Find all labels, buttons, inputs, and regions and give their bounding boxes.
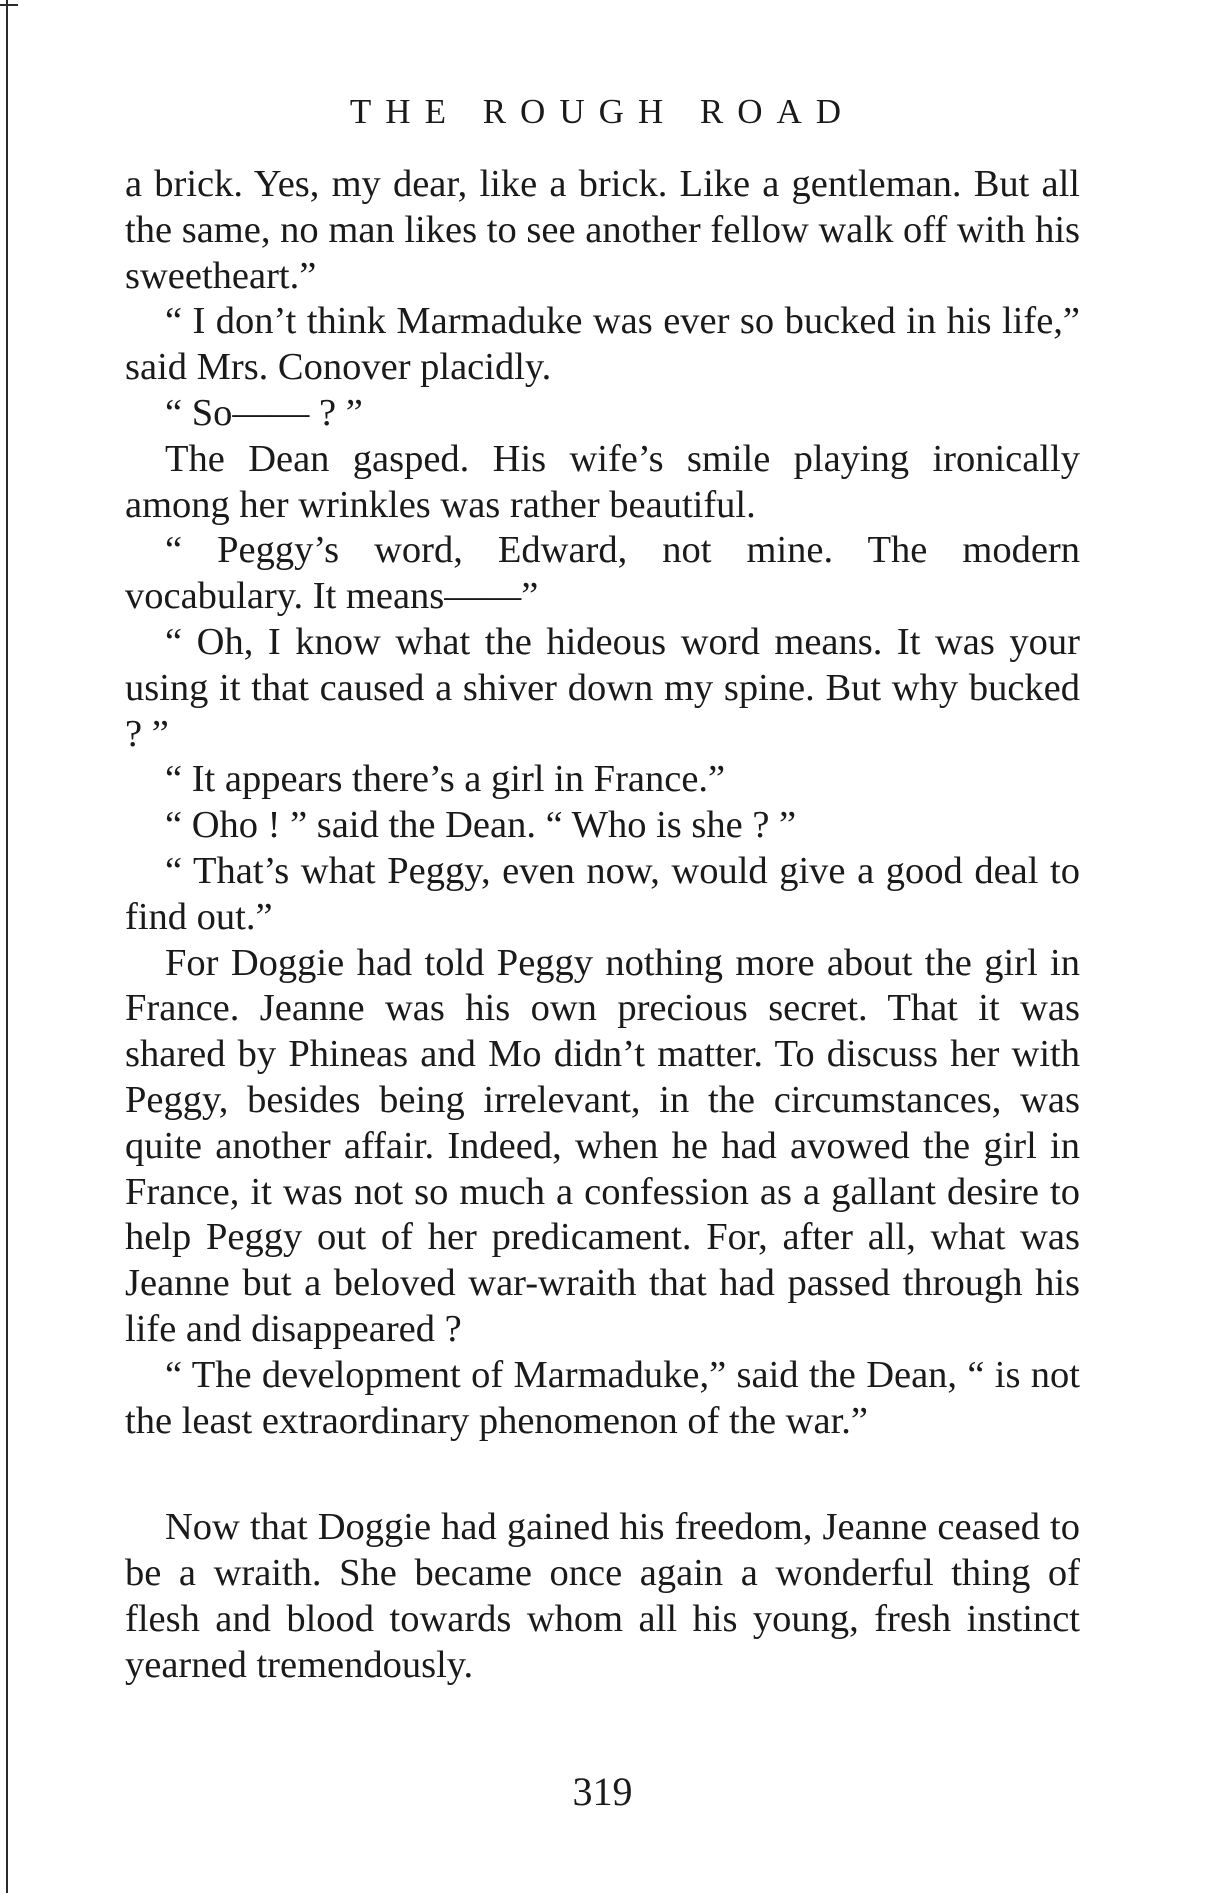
paragraph: “ It appears there’s a girl in France.”	[165, 758, 726, 801]
paragraph: Now that Doggie had gained his freedom, Jeanne ceased to be a wraith. She became once again a wonderful thing of flesh and blood towards whom all his young, fresh instinct yearned tremendously.	[125, 1506, 1080, 1686]
paragraph: a brick. Yes, my dear, like a brick. Like a gentleman. But all the same, no man likes to see another fellow walk off with his sweetheart.”	[125, 163, 1080, 297]
body-text	[125, 162, 1080, 1689]
paragraph: For Doggie had told Peggy nothing more about the girl in France. Jeanne was his own precious secret. That it was shared by Phineas and Mo didn’t matter. To discuss her with Peggy, besides being irrelevant, in the circumstances, was quite another affair. Indeed, when he had avowed the girl in France, it was not so much a confession as a gallant desire to help Peggy out of her predicament. For, after all, what was Jeanne but a beloved war-wraith that had passed through his life and disappeared ?	[125, 941, 1080, 1350]
paragraph: “ That’s what Peggy, even now, would give a good deal to find out.”	[125, 849, 1080, 938]
page-binding-edge	[6, 0, 8, 1893]
paragraph: “ The development of Marmaduke,” said the Dean, “ is not the least extraordinary phenomenon of the war.”	[125, 1353, 1080, 1442]
section-break	[125, 1444, 1080, 1505]
running-head: THE ROUGH ROAD	[349, 92, 856, 131]
page-number: 319	[572, 1769, 633, 1814]
paragraph: “ Peggy’s word, Edward, not mine. The modern vocabulary. It means——”	[125, 529, 1080, 618]
paragraph: “ So—— ? ”	[165, 391, 363, 434]
paragraph: “ I don’t think Marmaduke was ever so bucked in his life,” said Mrs. Conover placidly.	[125, 300, 1080, 389]
paragraph: “ Oh, I know what the hideous word means. It was your using it that caused a shiver down my spine. But why bucked ? ”	[125, 620, 1080, 755]
page-binding-mark	[0, 4, 18, 6]
paragraph: The Dean gasped. His wife’s smile playing ironically among her wrinkles was rather beautiful.	[125, 437, 1080, 526]
paragraph: “ Oho ! ” said the Dean. “ Who is she ? ”	[165, 804, 797, 847]
